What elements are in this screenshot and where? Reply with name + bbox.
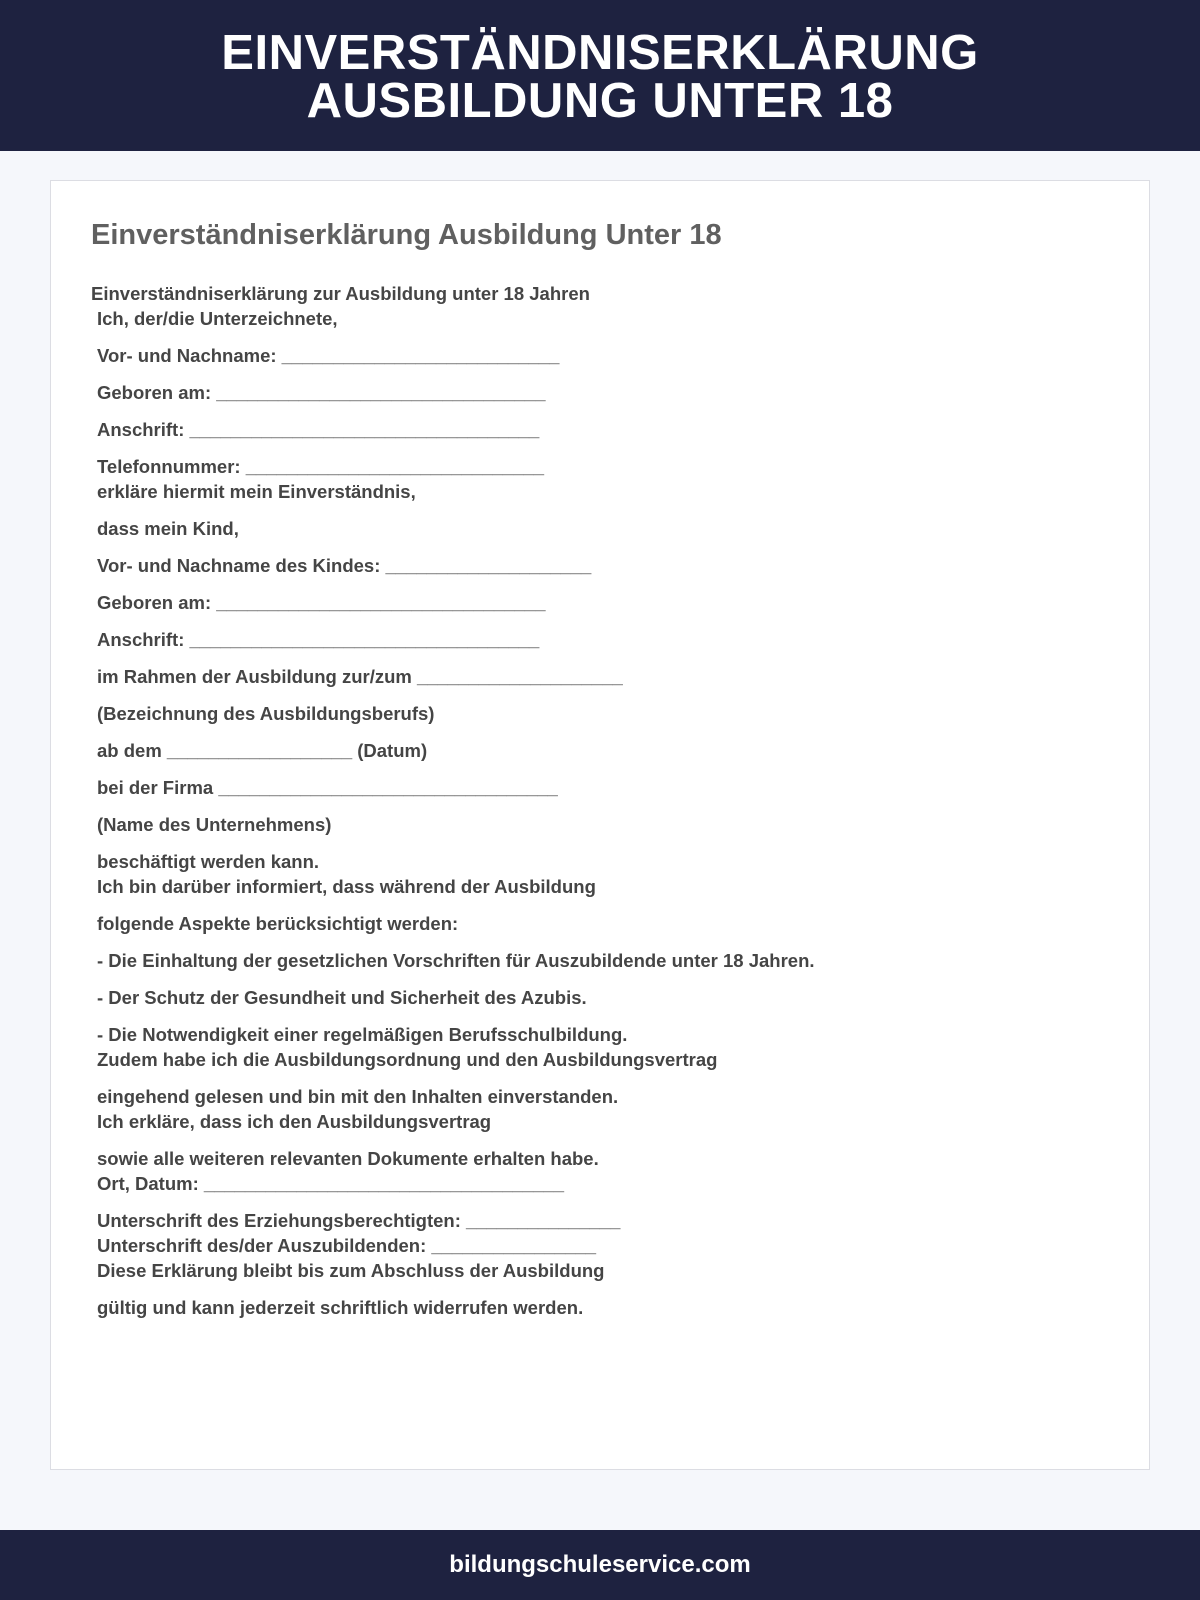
document-line: dass mein Kind, bbox=[97, 518, 239, 539]
child-address-field: Anschrift: __________________________________ bbox=[97, 629, 540, 650]
document-title: Einverständniserklärung Ausbildung Unter 18 bbox=[91, 219, 722, 251]
document-line: eingehend gelesen und bin mit den Inhalten einverstanden. bbox=[97, 1086, 619, 1107]
child-birthdate-field: Geboren am: ________________________________ bbox=[97, 592, 546, 613]
page-header bbox=[0, 0, 1200, 151]
document-card bbox=[50, 180, 1150, 1470]
parent-address-field: Anschrift: __________________________________ bbox=[97, 419, 540, 440]
document-line: folgende Aspekte berücksichtigt werden: bbox=[97, 913, 459, 934]
profession-field: im Rahmen der Ausbildung zur/zum ____________________ bbox=[97, 666, 623, 687]
document-line: Ich, der/die Unterzeichnete, bbox=[97, 308, 338, 329]
document-line: erkläre hiermit mein Einverständnis, bbox=[97, 481, 416, 502]
document-line: beschäftigt werden kann. bbox=[97, 851, 320, 872]
place-date-field: Ort, Datum: ___________________________________ bbox=[97, 1173, 564, 1194]
document-line: (Bezeichnung des Ausbildungsberufs) bbox=[97, 703, 435, 724]
document-heading: Einverständniserklärung zur Ausbildung unter 18 Jahren bbox=[91, 283, 590, 304]
trainee-signature-field: Unterschrift des/der Auszubildenden: ________________ bbox=[97, 1235, 597, 1256]
parent-phone-field: Telefonnummer: _____________________________ bbox=[97, 456, 545, 477]
list-item: - Die Notwendigkeit einer regelmäßigen Berufsschulbildung. bbox=[97, 1024, 628, 1045]
parent-birthdate-field: Geboren am: ________________________________ bbox=[97, 382, 546, 403]
document-line: Ich bin darüber informiert, dass während der Ausbildung bbox=[97, 876, 596, 897]
footer-site-name: bildungschuleservice.com bbox=[449, 1551, 751, 1578]
document-line: sowie alle weiteren relevanten Dokumente erhalten habe. bbox=[97, 1148, 599, 1169]
list-item: - Die Einhaltung der gesetzlichen Vorschriften für Auszubildende unter 18 Jahren. bbox=[97, 950, 815, 971]
company-field: bei der Firma _________________________________ bbox=[97, 777, 558, 798]
page-footer bbox=[0, 1530, 1200, 1600]
document-line: Ich erkläre, dass ich den Ausbildungsvertrag bbox=[97, 1111, 492, 1132]
list-item: - Der Schutz der Gesundheit und Sicherheit des Azubis. bbox=[97, 987, 587, 1008]
document-body bbox=[91, 281, 1111, 1320]
child-name-field: Vor- und Nachname des Kindes: ____________________ bbox=[97, 555, 592, 576]
document-line: (Name des Unternehmens) bbox=[97, 814, 332, 835]
guardian-signature-field: Unterschrift des Erziehungsberechtigten: _______________ bbox=[97, 1210, 621, 1231]
parent-name-field: Vor- und Nachname: ___________________________ bbox=[97, 345, 560, 366]
document-line: gültig und kann jederzeit schriftlich widerrufen werden. bbox=[97, 1297, 584, 1318]
page-title-line-1: EINVERSTÄNDNISERKLÄRUNG bbox=[221, 25, 979, 80]
document-line: Diese Erklärung bleibt bis zum Abschluss der Ausbildung bbox=[97, 1260, 605, 1281]
start-date-field: ab dem __________________ (Datum) bbox=[97, 740, 428, 761]
page-title bbox=[221, 25, 979, 128]
page-title-line-2: AUSBILDUNG UNTER 18 bbox=[306, 73, 894, 128]
document-line: Zudem habe ich die Ausbildungsordnung und den Ausbildungsvertrag bbox=[97, 1049, 718, 1070]
